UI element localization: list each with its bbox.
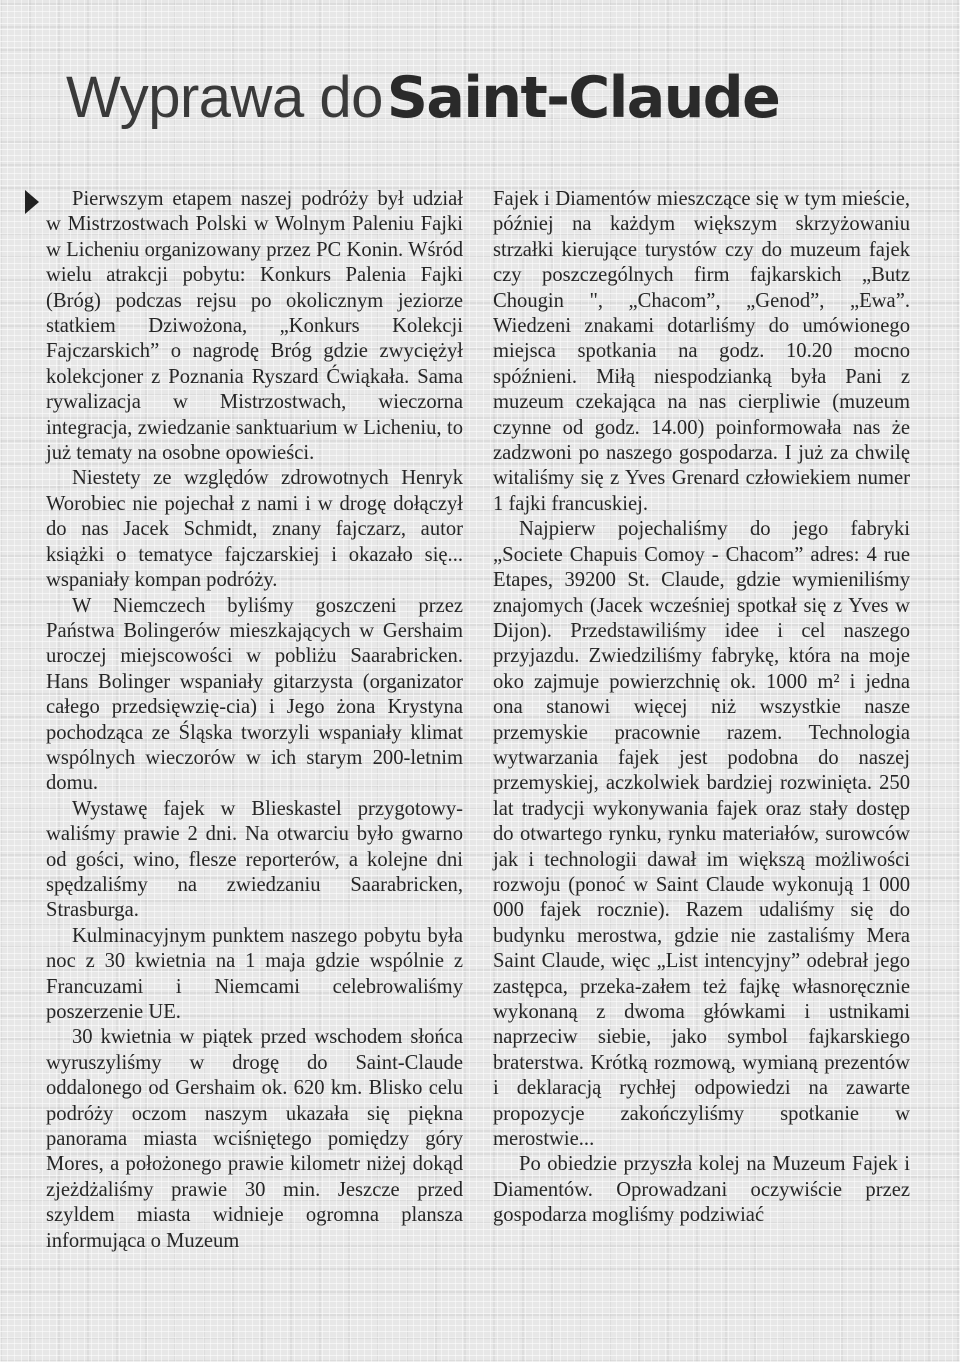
title-bold-part: Saint-Claude [386, 65, 780, 131]
article-title [66, 58, 779, 138]
paragraph: Po obiedzie przyszła kolej na Muzeum Fajek i Diamentów. Oprowadzani oczywiście przez gospodarza mogliśmy podziwiać [493, 1153, 910, 1227]
paragraph: Pierwszym etapem naszej podróży był udział w Mistrzostwach Polski w Wolnym Paleniu Fajki w Licheniu organizowany przez PC Konin. Wśród wielu atrakcji pobytu: Konkurs Palenia Fajki (Bróg) podczas rejsu po okolicznym jeziorze statkiem Dziwożona, „Konkurs Kolekcji Fajczarskich” o nagrodę Bróg gdzie zwyciężył kolekcjoner z Poznania Ryszard Ćwiąkała. Sama rywalizacja w Mistrzostwach, wieczorna integracja, zwiedzanie sanktuarium w Licheniu, to już tematy na osobne opowieści. [46, 188, 463, 465]
paragraph: Niestety ze względów zdrowotnych Henryk Worobiec nie pojechał z nami i w drogę dołączył do nas Jacek Schmidt, znany fajczarz, autor książki o tematyce fajczarskiej i okazało się... wspaniały kompan podróży. [46, 467, 463, 592]
paragraph: Wystawę fajek w Blieskastel przygotowy-waliśmy prawie 2 dni. Na otwarciu było gwarno od gości, wino, flesze reporterów, a kolejne dni spędzaliśmy na zwiedzaniu Saarabricken, Strasburga. [46, 797, 463, 922]
paragraph: Najpierw pojechaliśmy do jego fabryki „Societe Chapuis Comoy - Chacom” adres: 4 rue Etapes, 39200 St. Claude, gdzie wymieniliśmy znajomych (Jacek wcześniej spotkał się z Yves w Dijon). Przedstawiliśmy idee i cel naszego przyjazdu. Zwiedziliśmy fabrykę, która na moje oko zajmuje powierzchnię ok. 1000 m² i jedna ona stanowi więcej niż wszystkie nasze przemyskie pracownie razem. Technologia wytwarzania fajek jest podobna do naszej przemyskiej, aczkolwiek bardziej rozwinięta. 250 lat tradycji wykonywania fajek oraz stały dostęp do otwartego rynku, rynku materiałów, surowców jak i technologii dawał im większą możliwości rozwoju (ponoć w Saint Claude wykonują 1 000 000 fajek rocznie). Razem udaliśmy się do budynku merostwa, gdzie nie zastaliśmy Mera Saint Claude, więc „List intencyjny” odebrał jego zastępca, przeka-załem też fajkę własnoręcznie wykonaną z dwoma główkami i ustnikami naprzeciw siebie, jako symbol fajkarskiego braterstwa. Krótką rozmową, wymianą prezentów i deklaracją rychłej odpowiedzi na zawarte propozycje zakończyliśmy spotkanie w merostwie... [493, 518, 910, 1151]
right-text-column [493, 187, 910, 1229]
paragraph: Kulminacyjnym punktem naszego pobytu była noc z 30 kwietnia na 1 maja gdzie wspólnie z Francuzami i Niemcami celebrowaliśmy poszerzenie UE. [46, 924, 463, 1023]
paragraph: 30 kwietnia w piątek przed wschodem słońca wyruszyliśmy w drogę do Saint-Claude oddalonego od Gershaim ok. 620 km. Blisko celu podróży oczom naszym ukazała się piękna panorama miasta wciśniętego pomiędzy góry Mores, a położonego prawie kilometr niżej dokąd zjeżdżaliśmy prawie 30 min. Jeszcze przed szyldem miasta widnieje ogromna plansza informująca o Muzeum [46, 1026, 463, 1252]
title-light-part: Wyprawa do [66, 65, 383, 130]
left-text-column [46, 187, 463, 1254]
paragraph: W Niemczech byliśmy goszczeni przez Państwa Bolingerów mieszkających w Gershaim uroczej miejscowości w pobliżu Saarabricken. Hans Bolinger wspaniały gitarzysta (organizator całego przedsięwzię-cia) i Jego żona Krystyna pochodząca ze Śląska tworzyli wspaniały klimat wspólnych wieczorów w ich starym 200-letnim domu. [46, 594, 463, 795]
paragraph-start-arrow-icon [25, 190, 39, 214]
paragraph-continued: Fajek i Diamentów mieszczące się w tym mieście, później na każdym większym skrzyżowaniu strzałki kierujące turystów czy do muzeum fajek czy poszczególnych firm fajkarskich „Butz Chougin ", „Chacom”, „Genod”, „Ewa”. Wiedzeni znakami dotarliśmy do umówionego miejsca spotkania na godz. 10.20 mocno spóźnieni. Miłą niespodzianką była Pani z muzeum czekająca na nas cierpliwie (muzeum czynne od godz. 14.00) poinformowała nas że zadzwoni po naszego gospodarza. I już za chwilę witaliśmy się z Yves Grenard człowiekiem numer 1 fajki francuskiej. [493, 188, 910, 515]
